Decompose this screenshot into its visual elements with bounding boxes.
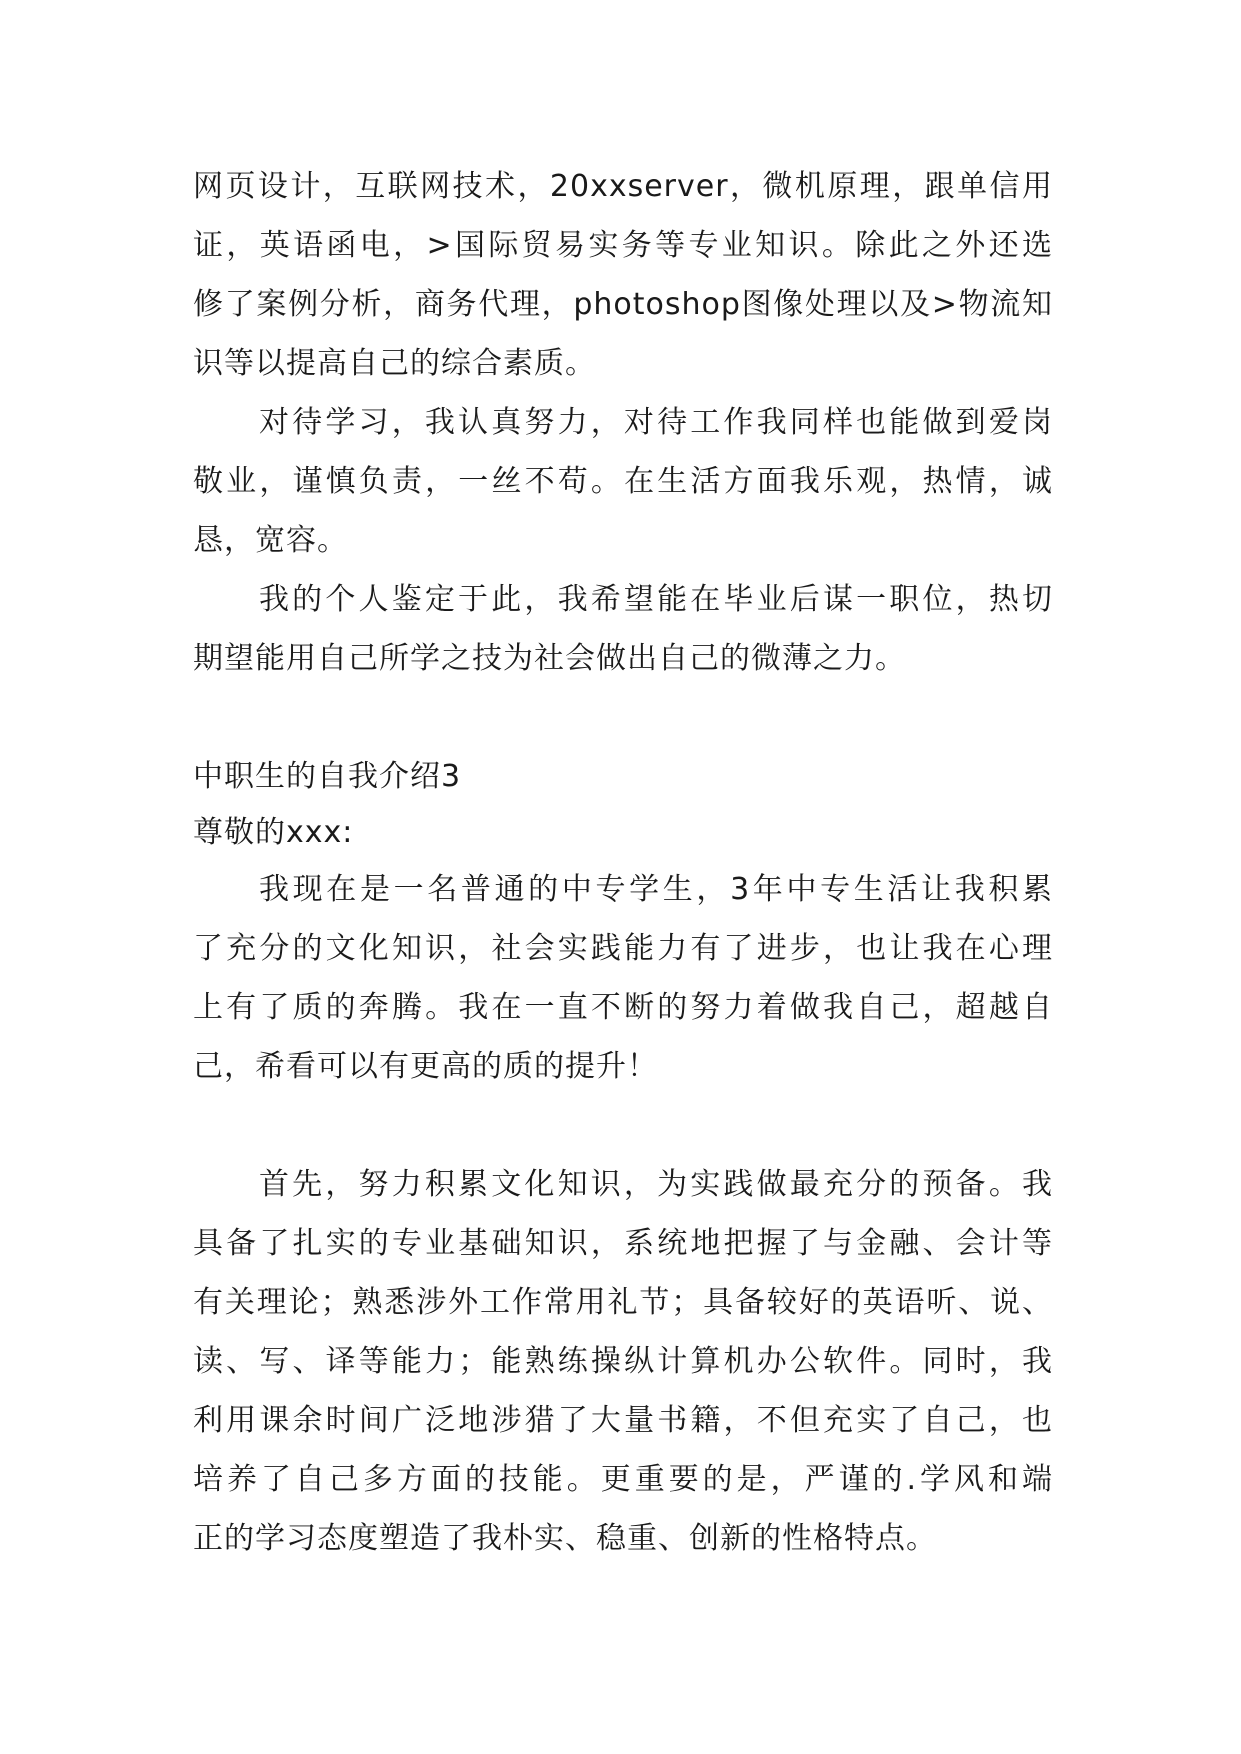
text-line: 对待学习，我认真努力，对待工作我同样也能做到爱岗 <box>259 405 1053 440</box>
text-line: 我的个人鉴定于此，我希望能在毕业后谋一职位，热切 <box>259 582 1053 617</box>
paragraph-conclusion <box>193 570 1053 688</box>
text-line: 恳，宽容。 <box>193 523 348 558</box>
text-line: 读、写、译等能力；能熟练操纵计算机办公软件。同时，我 <box>193 1344 1053 1379</box>
paragraph-courses <box>193 157 1053 393</box>
text-line: 有关理论；熟悉涉外工作常用礼节；具备较好的英语听、说、 <box>193 1285 1053 1320</box>
text-line: 修了案例分析，商务代理，photoshop图像处理以及>物流知 <box>193 287 1053 322</box>
text-line: 具备了扎实的专业基础知识，系统地把握了与金融、会计等 <box>193 1226 1053 1261</box>
text-line: 了充分的文化知识，社会实践能力有了进步，也让我在心理 <box>193 931 1053 966</box>
text-line: 己，希看可以有更高的质的提升！ <box>193 1049 658 1084</box>
text-line: 上有了质的奔腾。我在一直不断的努力着做我自己，超越自 <box>193 990 1053 1025</box>
text-line: 培养了自己多方面的技能。更重要的是，严谨的.学风和端 <box>193 1462 1053 1497</box>
section-title: 中职生的自我介绍3 <box>193 759 462 794</box>
text-line: 敬业，谨慎负责，一丝不苟。在生活方面我乐观，热情，诚 <box>193 464 1053 499</box>
text-line: 正的学习态度塑造了我朴实、稳重、创新的性格特点。 <box>193 1521 937 1556</box>
text-line: 网页设计，互联网技术，20xxserver，微机原理，跟单信用 <box>193 169 1053 204</box>
paragraph-attitude <box>193 393 1053 570</box>
text-line: 期望能用自己所学之技为社会做出自己的微薄之力。 <box>193 641 906 676</box>
salutation: 尊敬的xxx: <box>193 815 354 850</box>
text-line: 识等以提高自己的综合素质。 <box>193 346 596 381</box>
paragraph-introduction <box>193 860 1053 1096</box>
text-line: 首先，努力积累文化知识，为实践做最充分的预备。我 <box>259 1167 1053 1202</box>
paragraph-knowledge <box>193 1155 1053 1568</box>
text-line: 我现在是一名普通的中专学生，3年中专生活让我积累 <box>259 872 1053 907</box>
text-line: 利用课余时间广泛地涉猎了大量书籍，不但充实了自己，也 <box>193 1403 1053 1438</box>
text-line: 证，英语函电，>国际贸易实务等专业知识。除此之外还选 <box>193 228 1053 263</box>
